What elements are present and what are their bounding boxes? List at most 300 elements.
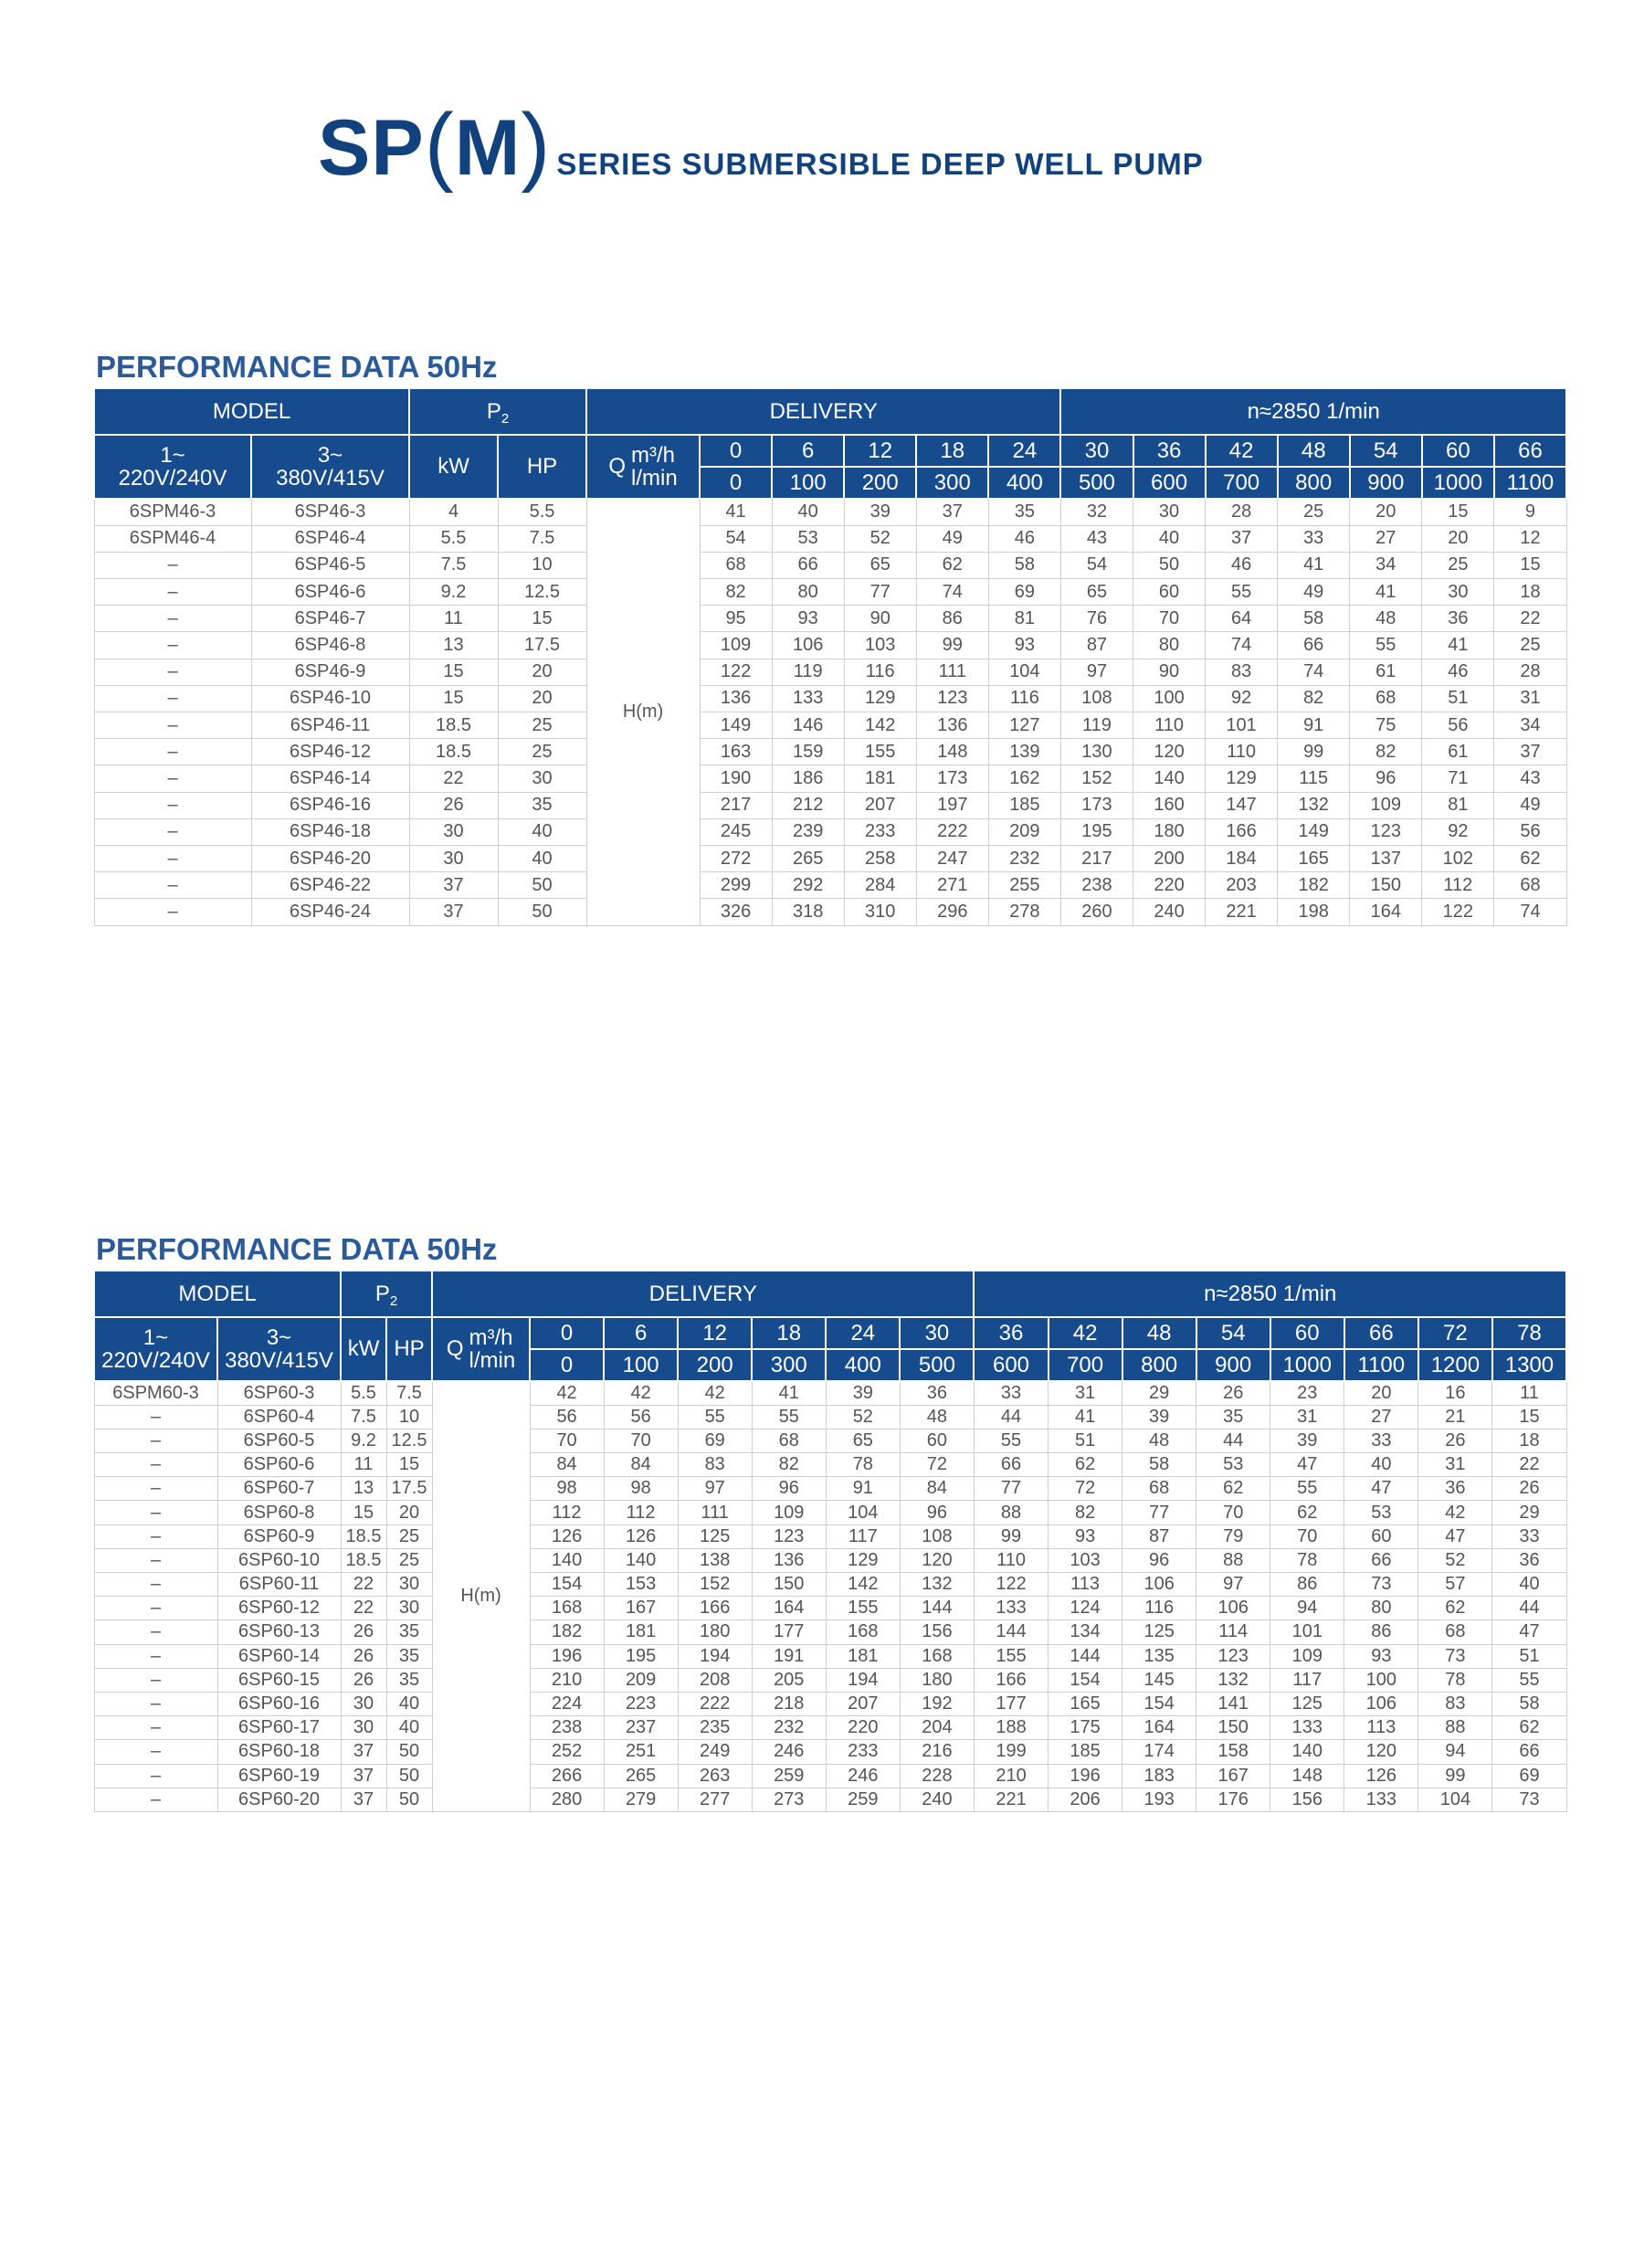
head-value-cell: 109	[1350, 792, 1422, 818]
head-value-cell: 48	[900, 1405, 974, 1429]
flow-m3h-header: 12	[678, 1317, 752, 1349]
model-three-phase-cell: 6SP46-11	[251, 712, 409, 739]
head-value-cell: 104	[988, 659, 1060, 685]
table-row	[94, 1668, 1566, 1692]
flow-m3h-header: 54	[1196, 1317, 1270, 1349]
model-three-phase-cell: 6SP60-17	[217, 1716, 341, 1740]
head-value-cell: 164	[1122, 1716, 1196, 1740]
head-value-cell: 47	[1270, 1453, 1344, 1477]
head-value-cell: 93	[772, 606, 844, 632]
head-value-cell: 149	[700, 712, 772, 739]
head-value-cell: 55	[1350, 632, 1422, 659]
flow-m3h-header: 30	[900, 1317, 974, 1349]
head-value-cell: 55	[1492, 1668, 1566, 1692]
head-value-cell: 41	[1422, 632, 1494, 659]
head-value-cell: 60	[900, 1429, 974, 1452]
single-phase-header-line1: 1~	[160, 442, 185, 468]
head-value-cell: 92	[1422, 818, 1494, 845]
kw-cell: 18.5	[409, 712, 498, 739]
flow-lmin-header: 900	[1350, 467, 1422, 499]
head-value-cell: 129	[844, 685, 916, 712]
head-value-cell: 150	[1350, 872, 1422, 899]
kw-cell: 5.5	[341, 1381, 386, 1405]
head-value-cell: 120	[1133, 739, 1206, 765]
head-value-cell: 64	[1206, 606, 1278, 632]
kw-cell: 30	[341, 1692, 386, 1715]
model-three-phase-cell: 6SP46-6	[251, 579, 409, 606]
head-value-cell: 208	[678, 1668, 752, 1692]
kw-cell: 37	[341, 1764, 386, 1788]
hp-cell: 50	[498, 899, 586, 925]
head-value-cell: 62	[1049, 1453, 1122, 1477]
head-value-cell: 126	[1344, 1764, 1418, 1788]
hp-cell: 30	[386, 1573, 432, 1597]
model-three-phase-cell: 6SP46-18	[251, 818, 409, 845]
kw-cell: 37	[409, 899, 498, 925]
model-three-phase-cell: 6SP46-8	[251, 632, 409, 659]
model-three-phase-cell: 6SP46-4	[251, 525, 409, 552]
head-value-cell: 99	[1278, 739, 1350, 765]
hp-cell: 35	[498, 792, 586, 818]
head-value-cell: 103	[844, 632, 916, 659]
head-value-cell: 37	[916, 499, 988, 525]
table-row	[94, 899, 1566, 925]
head-value-cell: 26	[1418, 1429, 1492, 1452]
hp-cell: 40	[386, 1716, 432, 1740]
head-value-cell: 174	[1122, 1740, 1196, 1764]
head-value-cell: 58	[1492, 1692, 1566, 1715]
head-value-cell: 116	[1122, 1597, 1196, 1620]
head-value-cell: 133	[1344, 1788, 1418, 1811]
head-value-cell: 123	[1196, 1644, 1270, 1668]
model-single-phase-cell: –	[94, 1644, 217, 1668]
head-value-cell: 181	[844, 765, 916, 792]
head-value-cell: 193	[1122, 1788, 1196, 1811]
flow-m3h-header: 60	[1270, 1317, 1344, 1349]
head-value-cell: 28	[1494, 659, 1566, 685]
hp-cell: 5.5	[498, 499, 586, 525]
flow-lmin-header: 900	[1196, 1349, 1270, 1381]
head-value-cell: 123	[752, 1524, 826, 1548]
flow-m3h-header: 42	[1049, 1317, 1122, 1349]
head-value-cell: 222	[678, 1692, 752, 1715]
head-value-cell: 33	[974, 1381, 1048, 1405]
hp-cell: 20	[498, 685, 586, 712]
head-value-cell: 62	[1270, 1501, 1344, 1524]
head-value-cell: 247	[916, 845, 988, 871]
head-value-cell: 22	[1492, 1453, 1566, 1477]
head-value-cell: 80	[772, 579, 844, 606]
head-value-cell: 55	[1206, 579, 1278, 606]
head-value-cell: 47	[1418, 1524, 1492, 1548]
head-value-cell: 123	[1350, 818, 1422, 845]
head-value-cell: 209	[988, 818, 1060, 845]
head-value-cell: 207	[844, 792, 916, 818]
head-value-cell: 75	[1350, 712, 1422, 739]
p2-label: P	[486, 398, 501, 424]
head-value-cell: 51	[1492, 1644, 1566, 1668]
hp-cell: 35	[386, 1620, 432, 1644]
kw-cell: 9.2	[341, 1429, 386, 1452]
head-value-cell: 156	[900, 1620, 974, 1644]
head-value-cell: 70	[1196, 1501, 1270, 1524]
flow-m3h-header: 66	[1494, 435, 1566, 467]
flow-lmin-header: 800	[1122, 1349, 1196, 1381]
hp-cell: 15	[498, 606, 586, 632]
model-single-phase-cell: –	[94, 739, 251, 765]
table-row	[94, 552, 1566, 578]
head-value-cell: 101	[1206, 712, 1278, 739]
table-row	[94, 1692, 1566, 1715]
table-row	[94, 579, 1566, 606]
hp-cell: 30	[386, 1597, 432, 1620]
head-value-cell: 20	[1422, 525, 1494, 552]
kw-cell: 15	[341, 1501, 386, 1524]
hp-cell: 40	[386, 1692, 432, 1715]
head-value-cell: 233	[826, 1740, 900, 1764]
head-value-cell: 77	[844, 579, 916, 606]
head-value-cell: 119	[1060, 712, 1133, 739]
head-value-cell: 148	[916, 739, 988, 765]
kw-cell: 13	[341, 1477, 386, 1501]
head-value-cell: 20	[1350, 499, 1422, 525]
head-value-cell: 60	[1133, 579, 1206, 606]
flow-lmin-header: 300	[916, 467, 988, 499]
head-value-cell: 23	[1270, 1381, 1344, 1405]
kw-cell: 37	[341, 1740, 386, 1764]
head-value-cell: 49	[1494, 792, 1566, 818]
head-value-cell: 22	[1494, 606, 1566, 632]
head-value-cell: 36	[1422, 606, 1494, 632]
kw-cell: 37	[341, 1788, 386, 1811]
p2-header	[409, 388, 586, 435]
performance-table-sp60	[93, 1270, 1567, 1812]
model-single-phase-cell: 6SPM60-3	[94, 1381, 217, 1405]
head-value-cell: 46	[1206, 552, 1278, 578]
flow-lmin-header: 1100	[1494, 467, 1566, 499]
head-value-cell: 68	[1350, 685, 1422, 712]
head-value-cell: 246	[826, 1764, 900, 1788]
head-value-cell: 70	[604, 1429, 678, 1452]
head-value-cell: 222	[916, 818, 988, 845]
head-value-cell: 136	[700, 685, 772, 712]
model-single-phase-cell: –	[94, 712, 251, 739]
head-value-cell: 150	[1196, 1716, 1270, 1740]
table-row	[94, 1644, 1566, 1668]
head-value-cell: 73	[1492, 1788, 1566, 1811]
head-value-cell: 40	[1492, 1573, 1566, 1597]
head-value-cell: 155	[974, 1644, 1048, 1668]
head-value-cell: 221	[974, 1788, 1048, 1811]
head-value-cell: 278	[988, 899, 1060, 925]
flow-lmin-header: 1000	[1270, 1349, 1344, 1381]
flow-m3h-header: 0	[530, 1317, 604, 1349]
head-value-cell: 12	[1494, 525, 1566, 552]
kw-cell: 18.5	[341, 1548, 386, 1572]
flow-m3h-header: 60	[1422, 435, 1494, 467]
table-row	[94, 1788, 1566, 1811]
head-value-cell: 72	[1049, 1477, 1122, 1501]
head-value-cell: 53	[1196, 1453, 1270, 1477]
head-value-cell: 108	[900, 1524, 974, 1548]
head-value-cell: 53	[772, 525, 844, 552]
head-value-cell: 54	[700, 525, 772, 552]
kw-cell: 30	[409, 818, 498, 845]
head-value-cell: 47	[1492, 1620, 1566, 1644]
head-value-cell: 70	[1270, 1524, 1344, 1548]
single-phase-header-line2: 220V/240V	[101, 1348, 210, 1373]
head-value-cell: 176	[1196, 1788, 1270, 1811]
model-three-phase-cell: 6SP60-5	[217, 1429, 341, 1452]
head-value-cell: 68	[1122, 1477, 1196, 1501]
head-value-cell: 88	[974, 1501, 1048, 1524]
head-value-cell: 310	[844, 899, 916, 925]
model-single-phase-cell: –	[94, 1716, 217, 1740]
table-row	[94, 792, 1566, 818]
flow-m3h-header: 30	[1060, 435, 1133, 467]
model-three-phase-cell: 6SP60-19	[217, 1764, 341, 1788]
hp-cell: 17.5	[498, 632, 586, 659]
head-value-cell: 237	[604, 1716, 678, 1740]
table-row	[94, 659, 1566, 685]
head-value-cell: 80	[1133, 632, 1206, 659]
head-value-cell: 139	[988, 739, 1060, 765]
kw-cell: 22	[341, 1573, 386, 1597]
head-value-cell: 232	[988, 845, 1060, 871]
head-value-cell: 21	[1418, 1405, 1492, 1429]
kw-cell: 9.2	[409, 579, 498, 606]
kw-cell: 11	[341, 1453, 386, 1477]
head-value-cell: 166	[1206, 818, 1278, 845]
head-value-cell: 100	[1344, 1668, 1418, 1692]
model-single-phase-cell: –	[94, 552, 251, 578]
flow-m3h-header: 6	[772, 435, 844, 467]
head-value-cell: 260	[1060, 899, 1133, 925]
head-value-cell: 238	[530, 1716, 604, 1740]
head-value-cell: 29	[1492, 1501, 1566, 1524]
head-value-cell: 79	[1196, 1524, 1270, 1548]
head-value-cell: 154	[530, 1573, 604, 1597]
head-value-cell: 125	[1270, 1692, 1344, 1715]
head-value-cell: 42	[1418, 1501, 1492, 1524]
flow-lmin-header: 700	[1206, 467, 1278, 499]
head-value-cell: 86	[1270, 1573, 1344, 1597]
head-value-cell: 204	[900, 1716, 974, 1740]
head-value-cell: 180	[900, 1668, 974, 1692]
head-value-cell: 44	[974, 1405, 1048, 1429]
head-value-cell: 25	[1278, 499, 1350, 525]
head-value-cell: 145	[1122, 1668, 1196, 1692]
head-value-cell: 136	[752, 1548, 826, 1572]
head-value-cell: 212	[772, 792, 844, 818]
head-value-cell: 159	[772, 739, 844, 765]
head-value-cell: 186	[772, 765, 844, 792]
head-value-cell: 65	[1060, 579, 1133, 606]
head-value-cell: 48	[1350, 606, 1422, 632]
head-value-cell: 153	[604, 1573, 678, 1597]
head-value-cell: 199	[974, 1740, 1048, 1764]
head-value-cell: 39	[826, 1381, 900, 1405]
kw-cell: 15	[409, 659, 498, 685]
head-value-cell: 18	[1492, 1429, 1566, 1452]
head-value-cell: 30	[1422, 579, 1494, 606]
head-value-cell: 200	[1133, 845, 1206, 871]
head-value-cell: 111	[916, 659, 988, 685]
table-row	[94, 818, 1566, 845]
head-value-cell: 82	[1350, 739, 1422, 765]
table-row	[94, 1740, 1566, 1764]
head-value-cell: 90	[844, 606, 916, 632]
head-value-cell: 184	[1206, 845, 1278, 871]
head-value-cell: 44	[1196, 1429, 1270, 1452]
flow-m3h-header: 18	[916, 435, 988, 467]
model-three-phase-cell: 6SP60-7	[217, 1477, 341, 1501]
head-value-cell: 94	[1270, 1597, 1344, 1620]
head-value-cell: 132	[1278, 792, 1350, 818]
head-value-cell: 49	[1278, 579, 1350, 606]
unit-m3h: m³/h	[469, 1324, 513, 1350]
head-value-cell: 164	[752, 1597, 826, 1620]
table-row	[94, 1405, 1566, 1429]
head-value-cell: 277	[678, 1788, 752, 1811]
model-single-phase-cell: –	[94, 685, 251, 712]
p2-subscript: 2	[389, 1292, 398, 1309]
head-value-cell: 37	[1494, 739, 1566, 765]
p2-header	[341, 1271, 432, 1317]
head-value-cell: 258	[844, 845, 916, 871]
head-value-cell: 99	[974, 1524, 1048, 1548]
head-value-cell: 41	[1278, 552, 1350, 578]
head-value-cell: 82	[1278, 685, 1350, 712]
head-value-cell: 96	[1122, 1548, 1196, 1572]
head-value-cell: 25	[1494, 632, 1566, 659]
head-value-cell: 31	[1049, 1381, 1122, 1405]
head-value-cell: 71	[1422, 765, 1494, 792]
head-value-cell: 96	[900, 1501, 974, 1524]
head-value-cell: 177	[974, 1692, 1048, 1715]
head-value-cell: 130	[1060, 739, 1133, 765]
model-single-phase-cell: –	[94, 1548, 217, 1572]
head-value-cell: 209	[604, 1668, 678, 1692]
head-value-cell: 76	[1060, 606, 1133, 632]
head-value-cell: 251	[604, 1740, 678, 1764]
head-value-cell: 47	[1344, 1477, 1418, 1501]
head-value-cell: 124	[1049, 1597, 1122, 1620]
hp-cell: 12.5	[498, 579, 586, 606]
head-value-cell: 217	[700, 792, 772, 818]
head-value-cell: 55	[974, 1429, 1048, 1452]
title-subtitle: SERIES SUBMERSIBLE DEEP WELL PUMP	[556, 147, 1204, 181]
head-value-cell: 97	[1060, 659, 1133, 685]
head-value-cell: 87	[1122, 1524, 1196, 1548]
head-value-cell: 82	[1049, 1501, 1122, 1524]
flow-lmin-header: 600	[1133, 467, 1206, 499]
head-value-cell: 177	[752, 1620, 826, 1644]
flow-lmin-header: 400	[988, 467, 1060, 499]
model-three-phase-cell: 6SP60-20	[217, 1788, 341, 1811]
three-phase-header-line2: 380V/415V	[225, 1348, 333, 1373]
head-value-cell: 36	[1492, 1548, 1566, 1572]
head-value-cell: 245	[700, 818, 772, 845]
hp-header: HP	[498, 435, 586, 499]
model-three-phase-cell: 6SP60-18	[217, 1740, 341, 1764]
head-value-cell: 167	[604, 1597, 678, 1620]
model-header: MODEL	[94, 1271, 341, 1317]
head-value-cell: 220	[826, 1716, 900, 1740]
head-value-cell: 58	[1122, 1453, 1196, 1477]
flow-lmin-header: 600	[974, 1349, 1048, 1381]
flow-m3h-header: 48	[1122, 1317, 1196, 1349]
head-value-cell: 11	[1492, 1381, 1566, 1405]
head-value-cell: 103	[1049, 1548, 1122, 1572]
head-value-cell: 44	[1492, 1597, 1566, 1620]
head-value-cell: 72	[900, 1453, 974, 1477]
model-three-phase-cell: 6SP60-12	[217, 1597, 341, 1620]
head-value-cell: 137	[1350, 845, 1422, 871]
head-value-cell: 259	[752, 1764, 826, 1788]
head-value-cell: 66	[1278, 632, 1350, 659]
kw-cell: 11	[409, 606, 498, 632]
head-value-cell: 220	[1133, 872, 1206, 899]
head-value-cell: 61	[1350, 659, 1422, 685]
three-phase-header-line2: 380V/415V	[276, 466, 385, 491]
head-value-cell: 15	[1492, 1405, 1566, 1429]
head-value-cell: 144	[900, 1597, 974, 1620]
head-value-cell: 188	[974, 1716, 1048, 1740]
hp-cell: 50	[386, 1764, 432, 1788]
head-value-cell: 132	[900, 1573, 974, 1597]
flow-unit-header	[432, 1317, 530, 1381]
head-value-cell: 65	[844, 552, 916, 578]
head-value-cell: 36	[1418, 1477, 1492, 1501]
head-value-cell: 232	[752, 1716, 826, 1740]
head-value-cell: 185	[988, 792, 1060, 818]
head-value-cell: 173	[1060, 792, 1133, 818]
head-value-cell: 68	[1494, 872, 1566, 899]
head-label-cell: H(m)	[432, 1381, 530, 1811]
head-value-cell: 192	[900, 1692, 974, 1715]
head-value-cell: 194	[826, 1668, 900, 1692]
model-single-phase-cell: –	[94, 1573, 217, 1597]
head-value-cell: 86	[916, 606, 988, 632]
head-value-cell: 83	[1418, 1692, 1492, 1715]
head-value-cell: 86	[1344, 1620, 1418, 1644]
head-value-cell: 217	[1060, 845, 1133, 871]
performance-table-sp46	[93, 387, 1567, 926]
hp-cell: 12.5	[386, 1429, 432, 1452]
head-value-cell: 36	[900, 1381, 974, 1405]
q-label: Q	[446, 1336, 464, 1362]
single-phase-header-line2: 220V/240V	[118, 466, 227, 491]
head-value-cell: 205	[752, 1668, 826, 1692]
hp-cell: 17.5	[386, 1477, 432, 1501]
head-value-cell: 111	[678, 1501, 752, 1524]
hp-cell: 30	[498, 765, 586, 792]
head-value-cell: 224	[530, 1692, 604, 1715]
table-row	[94, 1716, 1566, 1740]
head-value-cell: 81	[1422, 792, 1494, 818]
kw-cell: 18.5	[341, 1524, 386, 1548]
kw-cell: 13	[409, 632, 498, 659]
hp-cell: 7.5	[386, 1381, 432, 1405]
head-value-cell: 235	[678, 1716, 752, 1740]
head-value-cell: 210	[974, 1764, 1048, 1788]
flow-lmin-header: 500	[900, 1349, 974, 1381]
head-value-cell: 84	[604, 1453, 678, 1477]
head-value-cell: 66	[1344, 1548, 1418, 1572]
head-label-cell: H(m)	[586, 499, 700, 925]
head-value-cell: 40	[1133, 525, 1206, 552]
